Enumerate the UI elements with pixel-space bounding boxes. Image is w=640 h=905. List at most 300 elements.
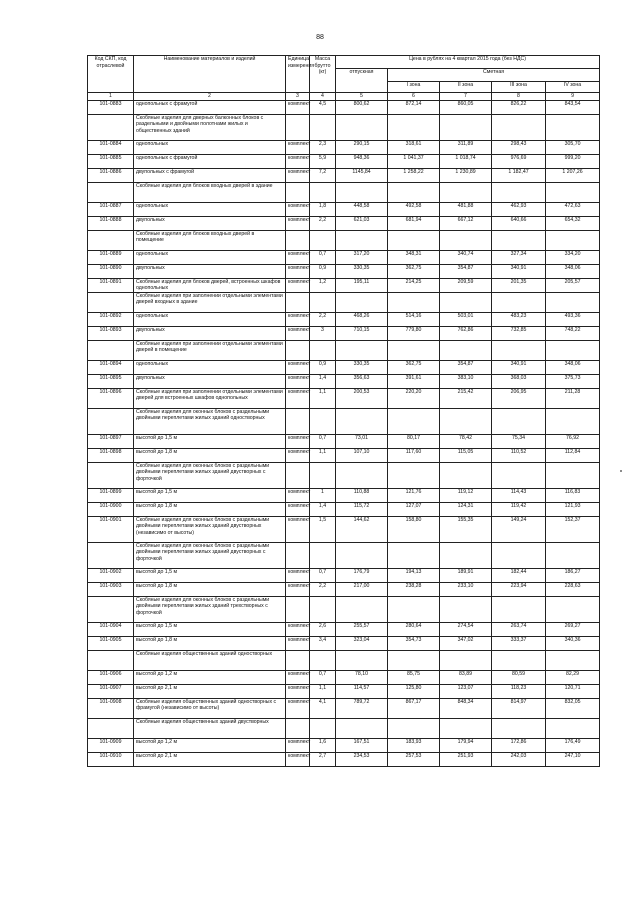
price-zone-1: 280,64: [388, 622, 440, 636]
empty-cell: [546, 182, 600, 202]
table-row: [88, 140, 600, 154]
price-zone-1: 80,17: [388, 434, 440, 448]
col-num: 7: [440, 93, 492, 101]
price-zone-3: 223,94: [492, 582, 546, 596]
table-row: [88, 516, 600, 542]
empty-cell: [440, 462, 492, 488]
price-zone-3: 118,23: [492, 684, 546, 698]
price-zone-4: 76,92: [546, 434, 600, 448]
table-row: [88, 752, 600, 766]
item-mass: 0,7: [310, 250, 336, 264]
table-row: [88, 738, 600, 752]
price-zone-4: 472,63: [546, 202, 600, 216]
item-unit: комплект: [286, 502, 310, 516]
price-zone-4: 112,84: [546, 448, 600, 462]
empty-cell: [336, 650, 388, 670]
table-row: [88, 698, 600, 718]
item-code: 101-0891: [88, 278, 134, 292]
item-unit: комплект: [286, 374, 310, 388]
empty-cell: [336, 542, 388, 568]
price-zone-1: 779,80: [388, 326, 440, 340]
price-zone-3: 976,69: [492, 154, 546, 168]
item-unit: комплект: [286, 670, 310, 684]
item-unit: комплект: [286, 216, 310, 230]
price-zone-2: 215,42: [440, 388, 492, 408]
empty-cell: [388, 650, 440, 670]
empty-cell: [492, 718, 546, 738]
group-title: Скобяные изделия для оконных блоков с раздельными двойными переплетами жилых зданий трехстворных с форточкой: [134, 596, 286, 622]
empty-cell: [88, 340, 134, 360]
item-unit: комплект: [286, 100, 310, 114]
empty-cell: [310, 718, 336, 738]
group-title: Скобяные изделия для оконных блоков с раздельными двойными переплетами жилых зданий одностворных: [134, 408, 286, 434]
price-zone-1: 238,28: [388, 582, 440, 596]
price-zone-4: 334,20: [546, 250, 600, 264]
empty-cell: [88, 462, 134, 488]
empty-cell: [492, 182, 546, 202]
price-release: 73,01: [336, 434, 388, 448]
item-unit: комплект: [286, 312, 310, 326]
price-zone-3: 206,95: [492, 388, 546, 408]
empty-cell: [440, 182, 492, 202]
price-zone-4: 348,06: [546, 264, 600, 278]
item-unit: комплект: [286, 636, 310, 650]
price-release: 800,62: [336, 100, 388, 114]
price-release: 323,04: [336, 636, 388, 650]
price-zone-4: 999,20: [546, 154, 600, 168]
empty-cell: [388, 340, 440, 360]
item-code: 101-0894: [88, 360, 134, 374]
empty-cell: [336, 292, 388, 312]
empty-cell: [286, 114, 310, 140]
item-name: однопольных: [134, 202, 286, 216]
item-unit: комплект: [286, 516, 310, 542]
group-header-row: [88, 596, 600, 622]
item-mass: 3: [310, 326, 336, 340]
price-zone-3: 201,35: [492, 278, 546, 292]
empty-cell: [88, 230, 134, 250]
price-zone-4: 205,57: [546, 278, 600, 292]
empty-cell: [388, 292, 440, 312]
item-unit: комплект: [286, 448, 310, 462]
item-name: однопольных с фрамугой: [134, 100, 286, 114]
item-name: высотой до 1,5 м: [134, 434, 286, 448]
item-mass: 3,4: [310, 636, 336, 650]
item-unit: комплект: [286, 168, 310, 182]
empty-cell: [286, 650, 310, 670]
price-zone-4: 1 207,26: [546, 168, 600, 182]
price-release: 317,20: [336, 250, 388, 264]
empty-cell: [440, 292, 492, 312]
price-zone-4: 348,06: [546, 360, 600, 374]
item-name: высотой до 1,5 м: [134, 622, 286, 636]
item-code: 101-0886: [88, 168, 134, 182]
group-title: Скобяные изделия общественных зданий одностворных: [134, 650, 286, 670]
empty-cell: [336, 340, 388, 360]
price-zone-2: 83,89: [440, 670, 492, 684]
empty-cell: [336, 462, 388, 488]
price-zone-4: 832,05: [546, 698, 600, 718]
price-zone-3: 483,23: [492, 312, 546, 326]
item-name: высотой до 2,1 м: [134, 684, 286, 698]
price-zone-4: 82,29: [546, 670, 600, 684]
item-name: высотой до 1,8 м: [134, 448, 286, 462]
price-zone-4: 375,73: [546, 374, 600, 388]
price-zone-3: 368,03: [492, 374, 546, 388]
group-header-row: [88, 340, 600, 360]
group-title: Скобяные изделия общественных зданий двустворных: [134, 718, 286, 738]
group-title: Скобяные изделия для блоков входных дверей в помещение: [134, 230, 286, 250]
empty-cell: [310, 408, 336, 434]
empty-cell: [492, 230, 546, 250]
price-zone-2: 251,93: [440, 752, 492, 766]
price-zone-1: 214,25: [388, 278, 440, 292]
header-zone-2: II зона: [440, 82, 492, 93]
empty-cell: [388, 114, 440, 140]
empty-cell: [546, 340, 600, 360]
item-code: 101-0889: [88, 250, 134, 264]
item-code: 101-0884: [88, 140, 134, 154]
price-zone-4: 654,32: [546, 216, 600, 230]
price-zone-1: 362,75: [388, 264, 440, 278]
item-unit: комплект: [286, 388, 310, 408]
price-zone-3: 814,97: [492, 698, 546, 718]
item-code: 101-0885: [88, 154, 134, 168]
item-unit: комплект: [286, 622, 310, 636]
empty-cell: [546, 650, 600, 670]
empty-cell: [546, 596, 600, 622]
header-zone-4: IV зона: [546, 82, 600, 93]
empty-cell: [440, 718, 492, 738]
empty-cell: [492, 292, 546, 312]
item-name: однопольных: [134, 312, 286, 326]
item-mass: 0,7: [310, 670, 336, 684]
empty-cell: [388, 718, 440, 738]
price-release: 448,58: [336, 202, 388, 216]
table-row: [88, 312, 600, 326]
price-release: 1145,84: [336, 168, 388, 182]
item-code: 101-0897: [88, 434, 134, 448]
price-zone-2: 233,10: [440, 582, 492, 596]
empty-cell: [546, 292, 600, 312]
price-zone-1: 867,17: [388, 698, 440, 718]
empty-cell: [546, 462, 600, 488]
item-code: 101-0901: [88, 516, 134, 542]
empty-cell: [492, 542, 546, 568]
item-mass: 2,2: [310, 216, 336, 230]
table-row: [88, 216, 600, 230]
item-name: двупольных с фрамугой: [134, 168, 286, 182]
price-zone-2: 383,10: [440, 374, 492, 388]
price-release: 468,26: [336, 312, 388, 326]
price-zone-1: 1 041,37: [388, 154, 440, 168]
col-num: 8: [492, 93, 546, 101]
price-zone-1: 681,94: [388, 216, 440, 230]
empty-cell: [440, 596, 492, 622]
empty-cell: [286, 340, 310, 360]
group-header-row: [88, 718, 600, 738]
empty-cell: [388, 230, 440, 250]
item-code: 101-0910: [88, 752, 134, 766]
price-release: 114,57: [336, 684, 388, 698]
item-name: двупольных: [134, 326, 286, 340]
empty-cell: [310, 542, 336, 568]
item-mass: 1,6: [310, 738, 336, 752]
item-code: 101-0887: [88, 202, 134, 216]
empty-cell: [310, 292, 336, 312]
col-num: 9: [546, 93, 600, 101]
item-mass: 0,7: [310, 434, 336, 448]
item-unit: комплект: [286, 250, 310, 264]
item-code: 101-0899: [88, 488, 134, 502]
col-num: 1: [88, 93, 134, 101]
price-release: 356,63: [336, 374, 388, 388]
price-zone-4: 176,49: [546, 738, 600, 752]
item-name: высотой до 1,8 м: [134, 502, 286, 516]
column-number-row: [88, 93, 600, 101]
col-num: 3: [286, 93, 310, 101]
price-zone-1: 117,60: [388, 448, 440, 462]
header-code: Код СКП, код отраслевой: [88, 56, 134, 93]
price-zone-3: 732,85: [492, 326, 546, 340]
price-release: 255,57: [336, 622, 388, 636]
item-code: 101-0906: [88, 670, 134, 684]
price-zone-2: 667,12: [440, 216, 492, 230]
price-zone-3: 263,74: [492, 622, 546, 636]
item-mass: 2,2: [310, 582, 336, 596]
table-row: [88, 360, 600, 374]
price-zone-3: 340,91: [492, 264, 546, 278]
price-release: 234,53: [336, 752, 388, 766]
item-name: высотой до 1,2 м: [134, 670, 286, 684]
item-name: двупольных: [134, 264, 286, 278]
item-name: Скобяные изделия для оконных блоков с раздельными двойными переплетами жилых зданий двустворных (независимо от высоты): [134, 516, 286, 542]
empty-cell: [440, 114, 492, 140]
price-zone-4: 152,37: [546, 516, 600, 542]
group-title: Скобяные изделия для блоков входных дверей в здание: [134, 182, 286, 202]
price-zone-1: 158,80: [388, 516, 440, 542]
empty-cell: [440, 542, 492, 568]
item-name: высотой до 1,8 м: [134, 636, 286, 650]
price-release: 195,11: [336, 278, 388, 292]
price-zone-2: 340,74: [440, 250, 492, 264]
table-row: [88, 448, 600, 462]
price-zone-3: 114,43: [492, 488, 546, 502]
col-num: 4: [310, 93, 336, 101]
group-header-row: [88, 182, 600, 202]
item-name: Скобяные изделия общественных зданий одностворных с фрамугой (независимо от высоты): [134, 698, 286, 718]
group-header-row: [88, 650, 600, 670]
item-code: 101-0888: [88, 216, 134, 230]
item-code: 101-0907: [88, 684, 134, 698]
price-zone-2: 481,88: [440, 202, 492, 216]
price-zone-2: 78,42: [440, 434, 492, 448]
item-name: высотой до 2,1 м: [134, 752, 286, 766]
price-zone-2: 119,12: [440, 488, 492, 502]
price-zone-2: 274,54: [440, 622, 492, 636]
price-zone-3: 640,66: [492, 216, 546, 230]
empty-cell: [440, 230, 492, 250]
table-row: [88, 622, 600, 636]
empty-cell: [336, 182, 388, 202]
table-row: [88, 670, 600, 684]
group-header-row: [88, 408, 600, 434]
empty-cell: [388, 408, 440, 434]
price-zone-2: 848,34: [440, 698, 492, 718]
price-zone-1: 194,13: [388, 568, 440, 582]
item-unit: комплект: [286, 278, 310, 292]
item-mass: 1,1: [310, 388, 336, 408]
price-release: 107,10: [336, 448, 388, 462]
group-title: Скобяные изделия при заполнении отдельными элементами дверей входных в здание: [134, 292, 286, 312]
item-code: 101-0892: [88, 312, 134, 326]
price-zone-4: 340,36: [546, 636, 600, 650]
scan-speck: [620, 470, 622, 472]
table-row: [88, 684, 600, 698]
item-mass: 1,5: [310, 516, 336, 542]
price-zone-4: 120,71: [546, 684, 600, 698]
empty-cell: [310, 114, 336, 140]
header-estimate: Сметная: [388, 69, 600, 82]
price-zone-4: 247,10: [546, 752, 600, 766]
price-zone-3: 333,37: [492, 636, 546, 650]
empty-cell: [336, 114, 388, 140]
price-zone-4: 211,28: [546, 388, 600, 408]
empty-cell: [336, 718, 388, 738]
empty-cell: [310, 340, 336, 360]
price-release: 217,00: [336, 582, 388, 596]
item-unit: комплект: [286, 360, 310, 374]
empty-cell: [88, 718, 134, 738]
item-unit: комплект: [286, 684, 310, 698]
price-zone-1: 492,58: [388, 202, 440, 216]
price-release: 144,62: [336, 516, 388, 542]
item-mass: 0,9: [310, 360, 336, 374]
empty-cell: [388, 596, 440, 622]
item-unit: комплект: [286, 434, 310, 448]
item-code: 101-0909: [88, 738, 134, 752]
item-code: 101-0898: [88, 448, 134, 462]
empty-cell: [336, 230, 388, 250]
empty-cell: [336, 596, 388, 622]
item-mass: 1,4: [310, 502, 336, 516]
price-release: 110,88: [336, 488, 388, 502]
item-name: однопольных: [134, 250, 286, 264]
group-header-row: [88, 292, 600, 312]
empty-cell: [286, 408, 310, 434]
item-unit: комплект: [286, 140, 310, 154]
table-row: [88, 388, 600, 408]
item-name: однопольных: [134, 140, 286, 154]
empty-cell: [88, 408, 134, 434]
price-zone-1: 514,16: [388, 312, 440, 326]
header-mass: Масса брутто (кг): [310, 56, 336, 93]
table-row: [88, 636, 600, 650]
item-unit: комплект: [286, 326, 310, 340]
empty-cell: [286, 292, 310, 312]
price-zone-2: 155,35: [440, 516, 492, 542]
empty-cell: [286, 182, 310, 202]
price-zone-2: 860,05: [440, 100, 492, 114]
item-name: однопольных с фрамугой: [134, 154, 286, 168]
item-mass: 2,2: [310, 312, 336, 326]
item-mass: 2,7: [310, 752, 336, 766]
price-zone-2: 1 230,89: [440, 168, 492, 182]
item-mass: 0,9: [310, 264, 336, 278]
item-unit: комплект: [286, 202, 310, 216]
item-name: однопольных: [134, 360, 286, 374]
header-name: Наименование материалов и изделий: [134, 56, 286, 93]
price-release: 176,79: [336, 568, 388, 582]
empty-cell: [310, 182, 336, 202]
price-zone-1: 220,20: [388, 388, 440, 408]
empty-cell: [388, 182, 440, 202]
item-unit: комплект: [286, 488, 310, 502]
price-zone-1: 318,61: [388, 140, 440, 154]
item-mass: 1,8: [310, 202, 336, 216]
price-zone-1: 183,93: [388, 738, 440, 752]
item-name: высотой до 1,2 м: [134, 738, 286, 752]
item-unit: комплект: [286, 264, 310, 278]
item-unit: комплект: [286, 738, 310, 752]
group-header-row: [88, 462, 600, 488]
empty-cell: [88, 292, 134, 312]
col-num: 6: [388, 93, 440, 101]
empty-cell: [546, 408, 600, 434]
empty-cell: [286, 718, 310, 738]
item-name: высотой до 1,8 м: [134, 582, 286, 596]
empty-cell: [492, 114, 546, 140]
price-release: 789,72: [336, 698, 388, 718]
price-zone-3: 298,43: [492, 140, 546, 154]
price-zone-2: 762,86: [440, 326, 492, 340]
group-header-row: [88, 114, 600, 140]
price-zone-2: 347,02: [440, 636, 492, 650]
item-mass: 2,6: [310, 622, 336, 636]
item-code: 101-0895: [88, 374, 134, 388]
price-zone-3: 327,34: [492, 250, 546, 264]
empty-cell: [492, 596, 546, 622]
empty-cell: [546, 114, 600, 140]
item-mass: 4,1: [310, 698, 336, 718]
table-row: [88, 502, 600, 516]
price-release: 330,35: [336, 264, 388, 278]
price-zone-2: 189,91: [440, 568, 492, 582]
page-number: 88: [316, 34, 324, 41]
price-zone-4: 748,22: [546, 326, 600, 340]
price-release: 330,35: [336, 360, 388, 374]
price-zone-4: 269,27: [546, 622, 600, 636]
price-zone-3: 1 182,47: [492, 168, 546, 182]
item-mass: 7,2: [310, 168, 336, 182]
header-unit: Единица измерения: [286, 56, 310, 93]
price-zone-1: 121,76: [388, 488, 440, 502]
item-mass: 5,9: [310, 154, 336, 168]
item-code: 101-0905: [88, 636, 134, 650]
empty-cell: [310, 462, 336, 488]
price-zone-4: 305,70: [546, 140, 600, 154]
empty-cell: [88, 114, 134, 140]
item-unit: комплект: [286, 582, 310, 596]
price-zone-1: 127,07: [388, 502, 440, 516]
price-zone-1: 1 258,22: [388, 168, 440, 182]
item-mass: 1: [310, 488, 336, 502]
item-name: Скобяные изделия для блоков дверей, встроенных шкафов однопольных: [134, 278, 286, 292]
price-zone-2: 209,59: [440, 278, 492, 292]
group-title: Скобяные изделия для оконных блоков с раздельными двойными переплетами жилых зданий двустворных с форточкой: [134, 542, 286, 568]
item-mass: 1,1: [310, 448, 336, 462]
group-header-row: [88, 230, 600, 250]
